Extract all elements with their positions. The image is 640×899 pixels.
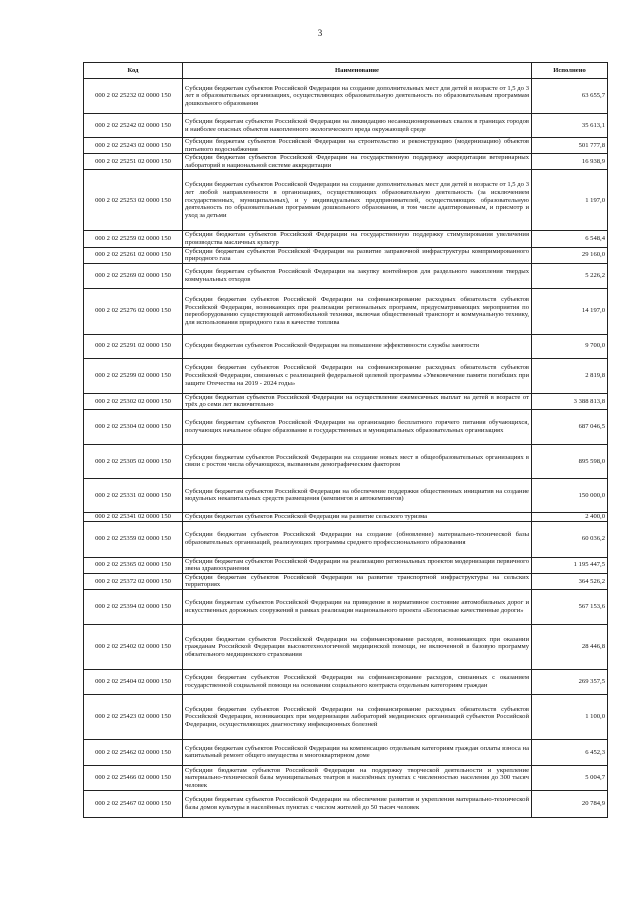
- header-code: Код: [84, 63, 183, 79]
- row-value: 687 046,5: [532, 409, 608, 444]
- row-code: 000 2 02 25365 02 0000 150: [84, 557, 183, 573]
- table-row: [84, 154, 608, 170]
- row-code: 000 2 02 25242 02 0000 150: [84, 114, 183, 138]
- row-value: 6 548,4: [532, 231, 608, 247]
- row-name: Субсидии бюджетам субъектов Российской Федерации на государственную поддержку стимулирования увеличения производства масличных культур: [183, 231, 532, 247]
- table-row: [84, 444, 608, 478]
- table-row: [84, 589, 608, 624]
- row-code: 000 2 02 25302 02 0000 150: [84, 393, 183, 409]
- row-code: 000 2 02 25331 02 0000 150: [84, 478, 183, 512]
- row-code: 000 2 02 25243 02 0000 150: [84, 138, 183, 154]
- row-value: 28 446,8: [532, 624, 608, 669]
- row-value: 567 153,6: [532, 589, 608, 624]
- table-row: [84, 512, 608, 521]
- row-name: Субсидии бюджетам субъектов Российской Федерации на приведение в нормативное состояние автомобильных дорог и искусственных дорожных сооружений в рамках реализации национального проекта «Безопасные качественные дороги»: [183, 589, 532, 624]
- row-value: 14 197,0: [532, 288, 608, 334]
- row-value: 364 526,2: [532, 573, 608, 589]
- table-row: [84, 765, 608, 790]
- table-row: [84, 521, 608, 557]
- row-code: 000 2 02 25341 02 0000 150: [84, 512, 183, 521]
- header-name: Наименование: [183, 63, 532, 79]
- table-row: [84, 573, 608, 589]
- row-code: 000 2 02 25251 02 0000 150: [84, 154, 183, 170]
- row-code: 000 2 02 25467 02 0000 150: [84, 790, 183, 817]
- row-code: 000 2 02 25402 02 0000 150: [84, 624, 183, 669]
- row-code: 000 2 02 25276 02 0000 150: [84, 288, 183, 334]
- row-name: Субсидии бюджетам субъектов Российской Федерации на реализацию региональных проектов модернизации первичного звена здравоохранения: [183, 557, 532, 573]
- row-name: Субсидии бюджетам субъектов Российской Федерации на компенсацию отдельным категориям граждан оплаты взноса на капитальный ремонт общего имущества в многоквартирном доме: [183, 739, 532, 765]
- row-code: 000 2 02 25394 02 0000 150: [84, 589, 183, 624]
- row-code: 000 2 02 25305 02 0000 150: [84, 444, 183, 478]
- row-name: Субсидии бюджетам субъектов Российской Федерации на обеспечение развития и укрепления материально-технической базы домов культуры в населённых пунктах с числом жителей до 50 тысяч человек: [183, 790, 532, 817]
- table-row: [84, 694, 608, 739]
- table-row: [84, 790, 608, 817]
- row-code: 000 2 02 25466 02 0000 150: [84, 765, 183, 790]
- row-value: 1 100,0: [532, 694, 608, 739]
- row-name: Субсидии бюджетам субъектов Российской Федерации на софинансирование расходов, возникающих при оказании гражданам Российской Федерации высокотехнологичной медицинской помощи, не включенной в базовую программу обязательного медицинского страхования: [183, 624, 532, 669]
- table-row: [84, 170, 608, 231]
- row-code: 000 2 02 25462 02 0000 150: [84, 739, 183, 765]
- row-name: Субсидии бюджетам субъектов Российской Федерации на софинансирование расходных обязательств субъектов Российской Федерации, возникающих при модернизации лабораторий медицинских организаций субъектов Российской Федерации, осуществляющих диагностику инфекционных болезней: [183, 694, 532, 739]
- row-name: Субсидии бюджетам субъектов Российской Федерации на ликвидацию несанкционированных свалок в границах городов и наиболее опасных объектов накопленного экологического вреда окружающей среде: [183, 114, 532, 138]
- row-name: Субсидии бюджетам субъектов Российской Федерации на софинансирование расходных обязательств субъектов Российской Федерации, связанных с реализацией федеральной целевой программы «Увековечение памяти погибших при защите Отечества на 2019 - 2024 годы»: [183, 358, 532, 393]
- row-value: 895 598,0: [532, 444, 608, 478]
- row-code: 000 2 02 25372 02 0000 150: [84, 573, 183, 589]
- row-code: 000 2 02 25259 02 0000 150: [84, 231, 183, 247]
- row-name: Субсидии бюджетам субъектов Российской Федерации на повышение эффективности службы занятости: [183, 334, 532, 358]
- row-name: Субсидии бюджетам субъектов Российской Федерации на развитие заправочной инфраструктуры компримированного природного газа: [183, 247, 532, 263]
- table-row: [84, 263, 608, 288]
- row-value: 5 226,2: [532, 263, 608, 288]
- row-name: Субсидии бюджетам субъектов Российской Федерации на осуществление ежемесячных выплат на детей в возрасте от трёх до семи лет включительно: [183, 393, 532, 409]
- row-code: 000 2 02 25299 02 0000 150: [84, 358, 183, 393]
- row-name: Субсидии бюджетам субъектов Российской Федерации на создание дополнительных мест для детей в возрасте от 1,5 до 3 лет любой направленности в организациях, осуществляющих образовательную деятельность (за исключением государственных, муниципальных), и у индивидуальных предпринимателей, осуществляющих образовательную деятельность по образовательным программам дошкольного образования, в том числе адаптированным, и присмотр и уход за детьми: [183, 170, 532, 231]
- row-value: 63 655,7: [532, 79, 608, 114]
- row-name: Субсидии бюджетам субъектов Российской Федерации на софинансирование расходных обязательств субъектов Российской Федерации, возникающих при реализации региональных программ, предусматривающих мероприятия по переоборудованию существующей автомобильной техники, включая общественный транспорт и коммунальную технику, для использования природного газа в качестве топлива: [183, 288, 532, 334]
- row-value: 9 700,0: [532, 334, 608, 358]
- row-value: 5 004,7: [532, 765, 608, 790]
- row-code: 000 2 02 25423 02 0000 150: [84, 694, 183, 739]
- row-value: 16 938,9: [532, 154, 608, 170]
- row-value: 2 400,0: [532, 512, 608, 521]
- row-code: 000 2 02 25232 02 0000 150: [84, 79, 183, 114]
- row-code: 000 2 02 25261 02 0000 150: [84, 247, 183, 263]
- table-row: [84, 138, 608, 154]
- table-header-row: [84, 63, 608, 79]
- table-row: [84, 669, 608, 694]
- row-value: 1 197,0: [532, 170, 608, 231]
- row-code: 000 2 02 25404 02 0000 150: [84, 669, 183, 694]
- row-value: 6 452,3: [532, 739, 608, 765]
- budget-table: [83, 62, 608, 818]
- row-name: Субсидии бюджетам субъектов Российской Федерации на развитие сельского туризма: [183, 512, 532, 521]
- row-value: 35 613,1: [532, 114, 608, 138]
- row-name: Субсидии бюджетам субъектов Российской Федерации на обеспечение поддержки общественных инициатив на создание модульных некапитальных средств размещения (кемпингов и автокемпингов): [183, 478, 532, 512]
- table-row: [84, 739, 608, 765]
- row-name: Субсидии бюджетам субъектов Российской Федерации на строительство и реконструкцию (модернизацию) объектов питьевого водоснабжения: [183, 138, 532, 154]
- table-row: [84, 247, 608, 263]
- header-value: Исполнено: [532, 63, 608, 79]
- row-code: 000 2 02 25253 02 0000 150: [84, 170, 183, 231]
- table-row: [84, 114, 608, 138]
- row-name: Субсидии бюджетам субъектов Российской Федерации на закупку контейнеров для раздельного накопления твердых коммунальных отходов: [183, 263, 532, 288]
- page-number: 3: [317, 28, 323, 38]
- row-value: 1 195 447,5: [532, 557, 608, 573]
- table-row: [84, 334, 608, 358]
- row-code: 000 2 02 25291 02 0000 150: [84, 334, 183, 358]
- row-name: Субсидии бюджетам субъектов Российской Федерации на создание новых мест в общеобразовательных организациях в связи с ростом числа обучающихся, вызванным демографическим фактором: [183, 444, 532, 478]
- table-row: [84, 358, 608, 393]
- table-row: [84, 79, 608, 114]
- row-name: Субсидии бюджетам субъектов Российской Федерации на поддержку творческой деятельности и укрепление материально-технической базы муниципальных театров в населённых пунктах с численностью населения до 300 тысяч человек: [183, 765, 532, 790]
- table-row: [84, 393, 608, 409]
- row-value: 2 819,8: [532, 358, 608, 393]
- table-row: [84, 624, 608, 669]
- row-value: 29 160,0: [532, 247, 608, 263]
- table-row: [84, 288, 608, 334]
- row-code: 000 2 02 25304 02 0000 150: [84, 409, 183, 444]
- row-code: 000 2 02 25269 02 0000 150: [84, 263, 183, 288]
- row-value: 3 388 813,8: [532, 393, 608, 409]
- row-name: Субсидии бюджетам субъектов Российской Федерации на создание (обновление) материально-технической базы образовательных организаций, реализующих программы среднего профессионального образования: [183, 521, 532, 557]
- table-row: [84, 478, 608, 512]
- row-name: Субсидии бюджетам субъектов Российской Федерации на создание дополнительных мест для детей в возрасте от 1,5 до 3 лет в образовательных организациях, осуществляющих образовательную деятельность по образовательным программам дошкольного образования: [183, 79, 532, 114]
- row-value: 269 357,5: [532, 669, 608, 694]
- row-code: 000 2 02 25359 02 0000 150: [84, 521, 183, 557]
- table-row: [84, 409, 608, 444]
- table-row: [84, 557, 608, 573]
- row-value: 60 036,2: [532, 521, 608, 557]
- row-name: Субсидии бюджетам субъектов Российской Федерации на развитие транспортной инфраструктуры на сельских территориях: [183, 573, 532, 589]
- table-row: [84, 231, 608, 247]
- row-value: 150 000,0: [532, 478, 608, 512]
- row-name: Субсидии бюджетам субъектов Российской Федерации на государственную поддержку аккредитации ветеринарных лабораторий в национальной системе аккредитации: [183, 154, 532, 170]
- row-value: 20 784,9: [532, 790, 608, 817]
- row-name: Субсидии бюджетам субъектов Российской Федерации на софинансирование расходов, связанных с оказанием государственной социальной помощи на основании социального контракта отдельным категориям граждан: [183, 669, 532, 694]
- row-name: Субсидии бюджетам субъектов Российской Федерации на организацию бесплатного горячего питания обучающихся, получающих начальное общее образование в государственных и муниципальных образовательных организациях: [183, 409, 532, 444]
- row-value: 501 777,8: [532, 138, 608, 154]
